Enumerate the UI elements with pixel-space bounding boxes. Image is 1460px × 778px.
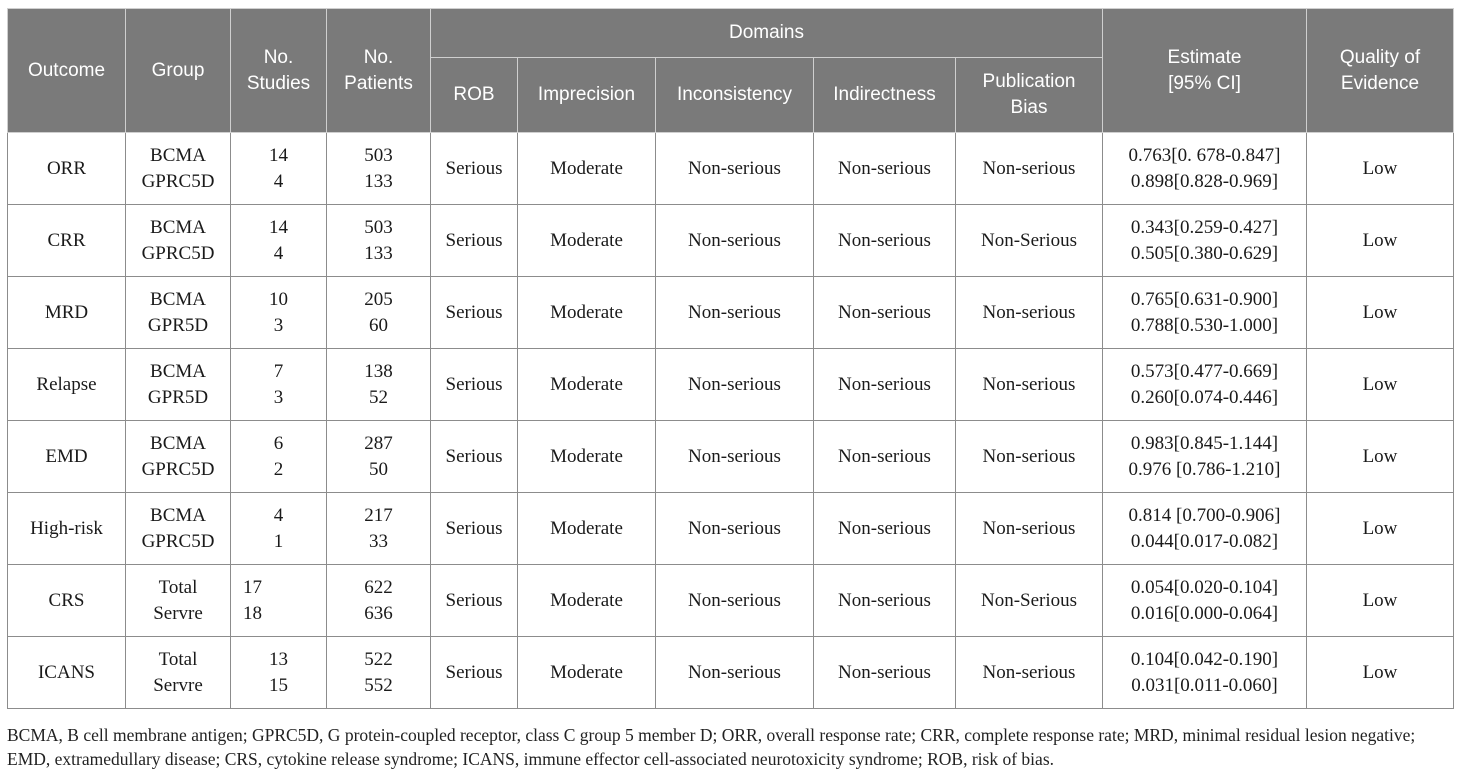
cell-line: 552 — [364, 674, 393, 696]
cell-line: 0.016[0.000-0.064] — [1130, 602, 1279, 624]
cell-line: GPR5D — [147, 314, 209, 336]
header-inconsistency: Inconsistency — [656, 58, 814, 133]
cell-line: Servre — [153, 602, 203, 624]
cell-line: 0.343[0.259-0.427] — [1130, 216, 1279, 238]
cell-rob: Serious — [431, 133, 518, 205]
header-publication-bias-line: Bias — [1010, 97, 1048, 118]
cell-quality: Low — [1307, 565, 1454, 637]
cell-indirectness: Non-serious — [814, 205, 956, 277]
cell-line: 0.983[0.845-1.144] — [1130, 432, 1279, 454]
cell-line: 10 — [269, 288, 288, 310]
table-footnote: BCMA, B cell membrane antigen; GPRC5D, G protein-coupled receptor, class C group 5 member D; ORR, overall response rate; CRR, complete response rate; MRD, minimal residual lesion negative; EMD, extramedullary disease; CRS, cytokine release syndrome; ICANS, immune effector cell-associated neurotoxicity syndrome; ROB, risk of bias. — [7, 725, 1416, 769]
cell-indirectness: Non-serious — [814, 493, 956, 565]
cell-imprecision: Moderate — [518, 349, 656, 421]
cell-studies — [231, 637, 327, 709]
cell-estimate — [1103, 493, 1307, 565]
cell-line: 503 — [364, 216, 393, 238]
cell-line: 205 — [364, 288, 393, 310]
cell-line: 1 — [273, 530, 284, 552]
cell-studies — [231, 277, 327, 349]
cell-indirectness: Non-serious — [814, 349, 956, 421]
header-studies — [231, 9, 327, 133]
cell-publication-bias: Non-serious — [956, 349, 1103, 421]
cell-group — [126, 349, 231, 421]
cell-line: 287 — [364, 432, 393, 454]
cell-line: 0.765[0.631-0.900] — [1130, 288, 1279, 310]
header-rob: ROB — [431, 58, 518, 133]
cell-line: 0.814 [0.700-0.906] — [1128, 504, 1281, 526]
cell-line: 3 — [273, 314, 284, 336]
header-publication-bias — [956, 58, 1103, 133]
cell-line: GPRC5D — [141, 458, 215, 480]
cell-imprecision: Moderate — [518, 205, 656, 277]
header-outcome: Outcome — [8, 9, 126, 133]
cell-line: 60 — [369, 314, 388, 336]
cell-estimate — [1103, 637, 1307, 709]
cell-estimate — [1103, 205, 1307, 277]
cell-line: Servre — [153, 674, 203, 696]
cell-line: Total — [158, 576, 198, 598]
cell-studies — [231, 565, 327, 637]
header-estimate-line: [95% CI] — [1168, 72, 1241, 94]
grade-evidence-table — [7, 8, 1454, 709]
cell-indirectness: Non-serious — [814, 565, 956, 637]
header-imprecision: Imprecision — [518, 58, 656, 133]
cell-line: GPRC5D — [141, 530, 215, 552]
cell-line: 4 — [273, 504, 284, 526]
cell-line: 3 — [273, 386, 284, 408]
cell-inconsistency: Non-serious — [656, 493, 814, 565]
cell-quality: Low — [1307, 493, 1454, 565]
cell-inconsistency: Non-serious — [656, 205, 814, 277]
header-domains: Domains — [431, 9, 1103, 58]
header-group: Group — [126, 9, 231, 133]
cell-publication-bias: Non-serious — [956, 133, 1103, 205]
cell-line: BCMA — [150, 360, 206, 382]
cell-line: 14 — [269, 216, 288, 238]
cell-quality: Low — [1307, 349, 1454, 421]
cell-outcome: CRS — [8, 565, 126, 637]
table-row — [8, 493, 1454, 565]
cell-estimate — [1103, 133, 1307, 205]
cell-line: 4 — [273, 242, 284, 264]
cell-patients — [327, 133, 431, 205]
cell-rob: Serious — [431, 565, 518, 637]
cell-patients — [327, 349, 431, 421]
cell-group — [126, 205, 231, 277]
cell-line: BCMA — [150, 504, 206, 526]
cell-inconsistency: Non-serious — [656, 565, 814, 637]
cell-estimate — [1103, 421, 1307, 493]
cell-line: GPRC5D — [141, 170, 215, 192]
cell-line: 0.505[0.380-0.629] — [1130, 242, 1279, 264]
cell-group — [126, 637, 231, 709]
cell-indirectness: Non-serious — [814, 637, 956, 709]
cell-line: 622 — [364, 576, 393, 598]
cell-line: 6 — [273, 432, 284, 454]
cell-indirectness: Non-serious — [814, 133, 956, 205]
cell-line: 0.898[0.828-0.969] — [1130, 170, 1279, 192]
cell-group — [126, 493, 231, 565]
cell-line: 15 — [269, 674, 288, 696]
table-row — [8, 277, 1454, 349]
cell-indirectness: Non-serious — [814, 277, 956, 349]
cell-line: GPR5D — [147, 386, 209, 408]
cell-studies — [231, 349, 327, 421]
header-publication-bias-line: Publication — [982, 71, 1076, 92]
cell-patients — [327, 277, 431, 349]
cell-quality: Low — [1307, 133, 1454, 205]
cell-line: 17 — [243, 576, 262, 598]
header-patients-line: No. — [363, 46, 394, 68]
cell-imprecision: Moderate — [518, 133, 656, 205]
cell-line: 0.763[0. 678-0.847] — [1128, 144, 1281, 166]
cell-line: 33 — [369, 530, 388, 552]
cell-group — [126, 421, 231, 493]
header-studies-line: Studies — [246, 72, 311, 94]
cell-imprecision: Moderate — [518, 277, 656, 349]
cell-line: 52 — [369, 386, 388, 408]
cell-quality: Low — [1307, 637, 1454, 709]
header-patients-line: Patients — [344, 72, 413, 94]
cell-patients — [327, 421, 431, 493]
cell-estimate — [1103, 565, 1307, 637]
cell-line: 0.104[0.042-0.190] — [1130, 648, 1279, 670]
cell-line: 133 — [364, 170, 393, 192]
cell-line: BCMA — [150, 216, 206, 238]
cell-line: 2 — [273, 458, 284, 480]
table-header — [8, 9, 1454, 133]
cell-line: Total — [158, 648, 198, 670]
table-body — [8, 133, 1454, 709]
cell-line: 636 — [364, 602, 393, 624]
header-patients — [327, 9, 431, 133]
cell-line: 522 — [364, 648, 393, 670]
cell-publication-bias: Non-serious — [956, 637, 1103, 709]
cell-rob: Serious — [431, 493, 518, 565]
cell-quality: Low — [1307, 277, 1454, 349]
cell-inconsistency: Non-serious — [656, 133, 814, 205]
cell-line: 4 — [273, 170, 284, 192]
cell-patients — [327, 565, 431, 637]
cell-publication-bias: Non-serious — [956, 277, 1103, 349]
cell-line: 0.976 [0.786-1.210] — [1128, 458, 1281, 480]
table-row — [8, 349, 1454, 421]
cell-inconsistency: Non-serious — [656, 637, 814, 709]
cell-group — [126, 277, 231, 349]
cell-rob: Serious — [431, 637, 518, 709]
header-quality-line: Quality of — [1339, 46, 1421, 68]
cell-line: 0.044[0.017-0.082] — [1130, 530, 1279, 552]
cell-line: 0.054[0.020-0.104] — [1130, 576, 1279, 598]
header-quality — [1307, 9, 1454, 133]
header-estimate-line: Estimate — [1167, 46, 1242, 68]
cell-outcome: MRD — [8, 277, 126, 349]
cell-patients — [327, 493, 431, 565]
cell-estimate — [1103, 277, 1307, 349]
cell-publication-bias: Non-serious — [956, 493, 1103, 565]
cell-outcome: EMD — [8, 421, 126, 493]
cell-line: 7 — [273, 360, 284, 382]
cell-line: 0.260[0.074-0.446] — [1130, 386, 1279, 408]
cell-publication-bias: Non-Serious — [956, 205, 1103, 277]
table-row — [8, 133, 1454, 205]
cell-indirectness: Non-serious — [814, 421, 956, 493]
cell-line: 217 — [364, 504, 393, 526]
table-row — [8, 565, 1454, 637]
cell-line: BCMA — [150, 432, 206, 454]
cell-estimate — [1103, 349, 1307, 421]
cell-rob: Serious — [431, 349, 518, 421]
cell-line: 133 — [364, 242, 393, 264]
cell-line: 14 — [269, 144, 288, 166]
cell-rob: Serious — [431, 277, 518, 349]
cell-line: 0.788[0.530-1.000] — [1130, 314, 1279, 336]
cell-outcome: ICANS — [8, 637, 126, 709]
cell-studies — [231, 421, 327, 493]
cell-line: 0.573[0.477-0.669] — [1130, 360, 1279, 382]
cell-line: 18 — [243, 602, 262, 624]
table-row — [8, 205, 1454, 277]
cell-line: BCMA — [150, 288, 206, 310]
header-studies-line: No. — [263, 46, 294, 68]
cell-line: 138 — [364, 360, 393, 382]
cell-imprecision: Moderate — [518, 565, 656, 637]
cell-patients — [327, 205, 431, 277]
cell-outcome: CRR — [8, 205, 126, 277]
cell-patients — [327, 637, 431, 709]
cell-line: BCMA — [150, 144, 206, 166]
cell-outcome: High-risk — [8, 493, 126, 565]
cell-quality: Low — [1307, 205, 1454, 277]
cell-inconsistency: Non-serious — [656, 349, 814, 421]
cell-line: 503 — [364, 144, 393, 166]
cell-studies — [231, 133, 327, 205]
header-estimate — [1103, 9, 1307, 133]
cell-outcome: ORR — [8, 133, 126, 205]
cell-quality: Low — [1307, 421, 1454, 493]
cell-imprecision: Moderate — [518, 637, 656, 709]
cell-group — [126, 133, 231, 205]
cell-line: GPRC5D — [141, 242, 215, 264]
cell-publication-bias: Non-serious — [956, 421, 1103, 493]
cell-studies — [231, 493, 327, 565]
header-quality-line: Evidence — [1340, 72, 1420, 94]
cell-outcome: Relapse — [8, 349, 126, 421]
table-row — [8, 637, 1454, 709]
table-row — [8, 421, 1454, 493]
cell-publication-bias: Non-Serious — [956, 565, 1103, 637]
cell-line: 13 — [269, 648, 288, 670]
cell-imprecision: Moderate — [518, 493, 656, 565]
cell-group — [126, 565, 231, 637]
cell-line: 0.031[0.011-0.060] — [1131, 674, 1278, 696]
cell-rob: Serious — [431, 205, 518, 277]
cell-inconsistency: Non-serious — [656, 277, 814, 349]
cell-line: 50 — [369, 458, 388, 480]
header-indirectness: Indirectness — [814, 58, 956, 133]
cell-studies — [231, 205, 327, 277]
cell-imprecision: Moderate — [518, 421, 656, 493]
cell-rob: Serious — [431, 421, 518, 493]
cell-inconsistency: Non-serious — [656, 421, 814, 493]
